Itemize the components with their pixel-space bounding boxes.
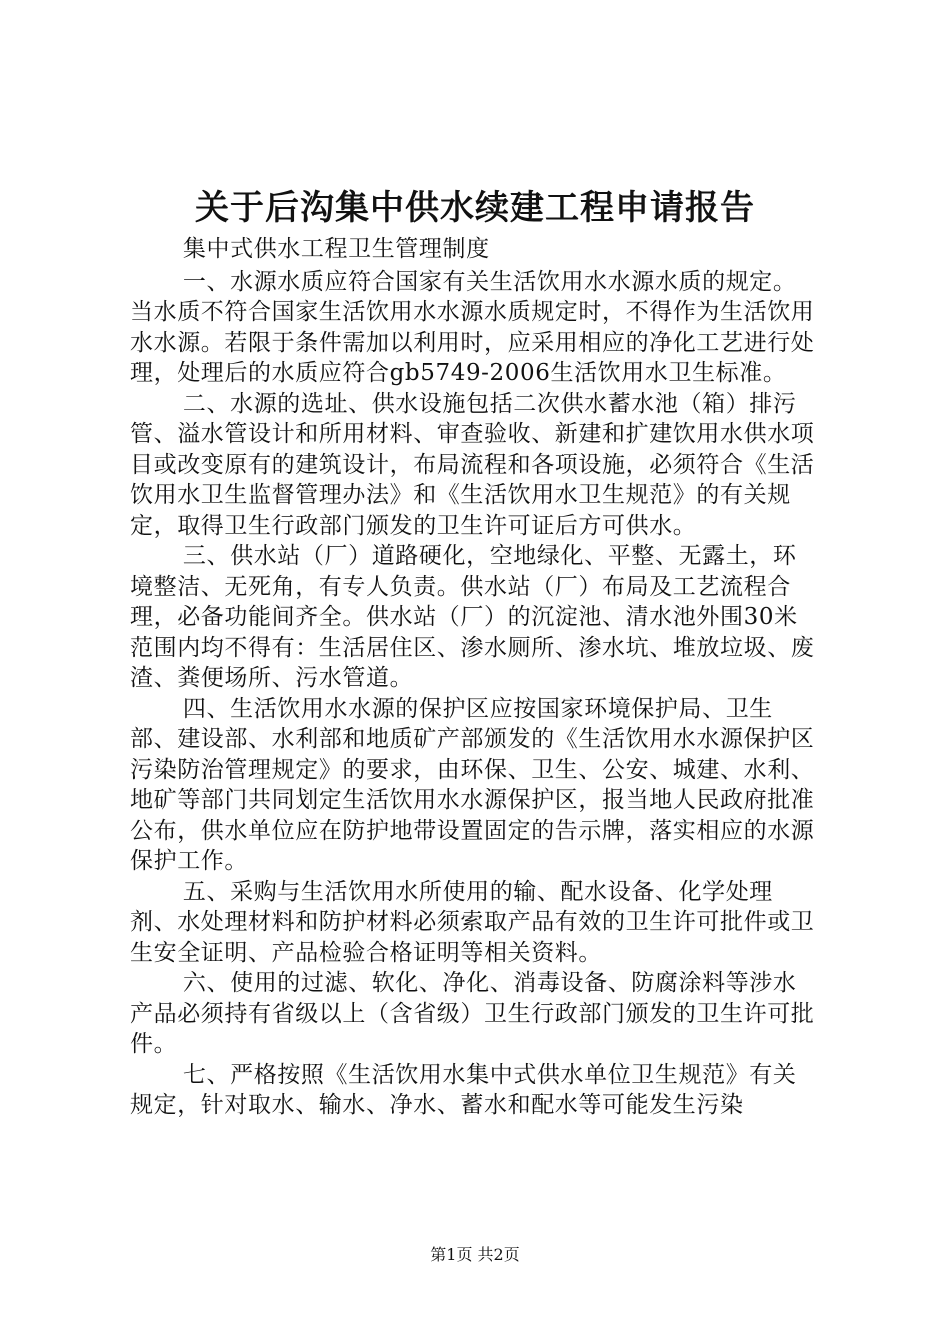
document-title: 关于后沟集中供水续建工程申请报告 [195, 188, 755, 228]
paragraph-3: 三、供水站（厂）道路硬化，空地绿化、平整、无露土，环境整洁、无死角，有专人负责。供水站（厂）布局及工艺流程合理，必备功能间齐全。供水站（厂）的沉淀池、清水池外围30米范围内均不得有：生活居住区、渗水厕所、渗水坑、堆放垃圾、废渣、粪便场所、污水管道。 [130, 543, 815, 691]
paragraph-7: 七、严格按照《生活饮用水集中式供水单位卫生规范》有关规定，针对取水、输水、净水、蓄水和配水等可能发生污染 [130, 1061, 797, 1118]
page-footer: 第1页 共2页 [430, 1245, 520, 1264]
document-body [130, 234, 820, 1121]
paragraph-6: 六、使用的过滤、软化、净化、消毒设备、防腐涂料等涉水产品必须持有省级以上（含省级）卫生行政部门颁发的卫生许可批件。 [130, 970, 815, 1057]
paragraph-4: 四、生活饮用水水源的保护区应按国家环境保护局、卫生部、建设部、水利部和地质矿产部颁发的《生活饮用水水源保护区污染防治管理规定》的要求，由环保、卫生、公安、城建、水利、地矿等部门共同划定生活饮用水水源保护区，报当地人民政府批准公布，供水单位应在防护地带设置固定的告示牌，落实相应的水源保护工作。 [130, 695, 815, 874]
document-subtitle: 集中式供水工程卫生管理制度 [182, 236, 490, 262]
paragraph-5: 五、采购与生活饮用水所使用的输、配水设备、化学处理剂、水处理材料和防护材料必须索取产品有效的卫生许可批件或卫生安全证明、产品检验合格证明等相关资料。 [130, 878, 815, 966]
paragraph-2: 二、水源的选址、供水设施包括二次供水蓄水池（箱）排污管、溢水管设计和所用材料、审查验收、新建和扩建饮用水供水项目或改变原有的建筑设计，布局流程和各项设施，必须符合《生活饮用水卫生监督管理办法》和《生活饮用水卫生规范》的有关规定，取得卫生行政部门颁发的卫生许可证后方可供水。 [130, 390, 815, 539]
paragraph-1: 一、水源水质应符合国家有关生活饮用水水源水质的规定。当水质不符合国家生活饮用水水源水质规定时，不得作为生活饮用水水源。若限于条件需加以利用时，应采用相应的净化工艺进行处理，处理后的水质应符合gb5749-2006生活饮用水卫生标准。 [130, 268, 815, 386]
